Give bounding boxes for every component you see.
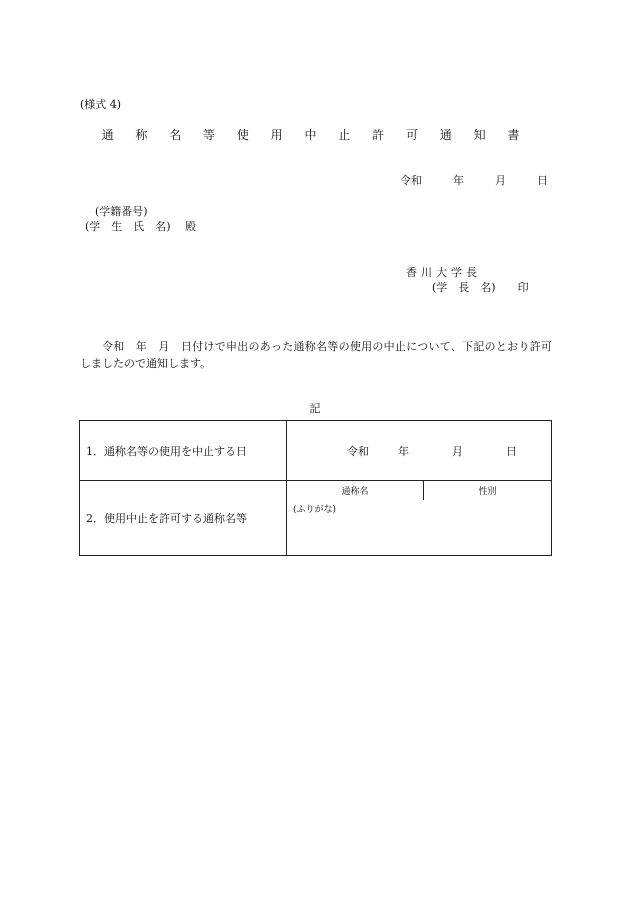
- stop-date-day: 日: [506, 444, 517, 458]
- col-header-gender: 性別: [478, 487, 497, 497]
- form-number: (様式 4): [80, 98, 122, 111]
- name-gender-table: [287, 481, 551, 555]
- document-title: 通 称 名 等 使 用 中 止 許 可 通 知 書: [101, 128, 529, 142]
- date-day: 日: [537, 174, 548, 187]
- date-era: 令和: [400, 174, 422, 187]
- details-table: [79, 420, 552, 556]
- stop-date-year: 年: [398, 444, 409, 458]
- notice-body: 令和 年 月 日付けで申出のあった通称名等の使用の中止について、下記のとおり許可しましたので通知します。: [80, 340, 552, 370]
- table-row: [80, 481, 552, 556]
- permitted-name-cell: [287, 481, 552, 556]
- gender-field: [424, 500, 552, 555]
- date-year: 年: [453, 174, 464, 187]
- name-field: [287, 522, 424, 555]
- stop-date-month: 月: [452, 444, 463, 458]
- furigana-field: (ふりがな): [293, 505, 337, 515]
- student-name-label: (学 生 氏 名) 殿: [85, 220, 197, 233]
- date-month: 月: [495, 174, 506, 187]
- stop-date-value: [287, 421, 552, 481]
- stop-date-label: 1．通称名等の使用を中止する日: [80, 421, 287, 481]
- ki-heading: 記: [309, 402, 321, 415]
- president-name-seal: (学 長 名) 印: [432, 281, 529, 294]
- table-row: [80, 421, 552, 481]
- stop-date-era: 令和: [347, 444, 369, 458]
- student-id-label: (学籍番号): [95, 205, 148, 218]
- university-president-title: 香川大学長: [406, 266, 481, 279]
- issue-date: [400, 172, 548, 188]
- col-header-name: 通称名: [287, 481, 424, 500]
- permitted-name-label: 2．使用中止を許可する通称名等: [80, 481, 287, 556]
